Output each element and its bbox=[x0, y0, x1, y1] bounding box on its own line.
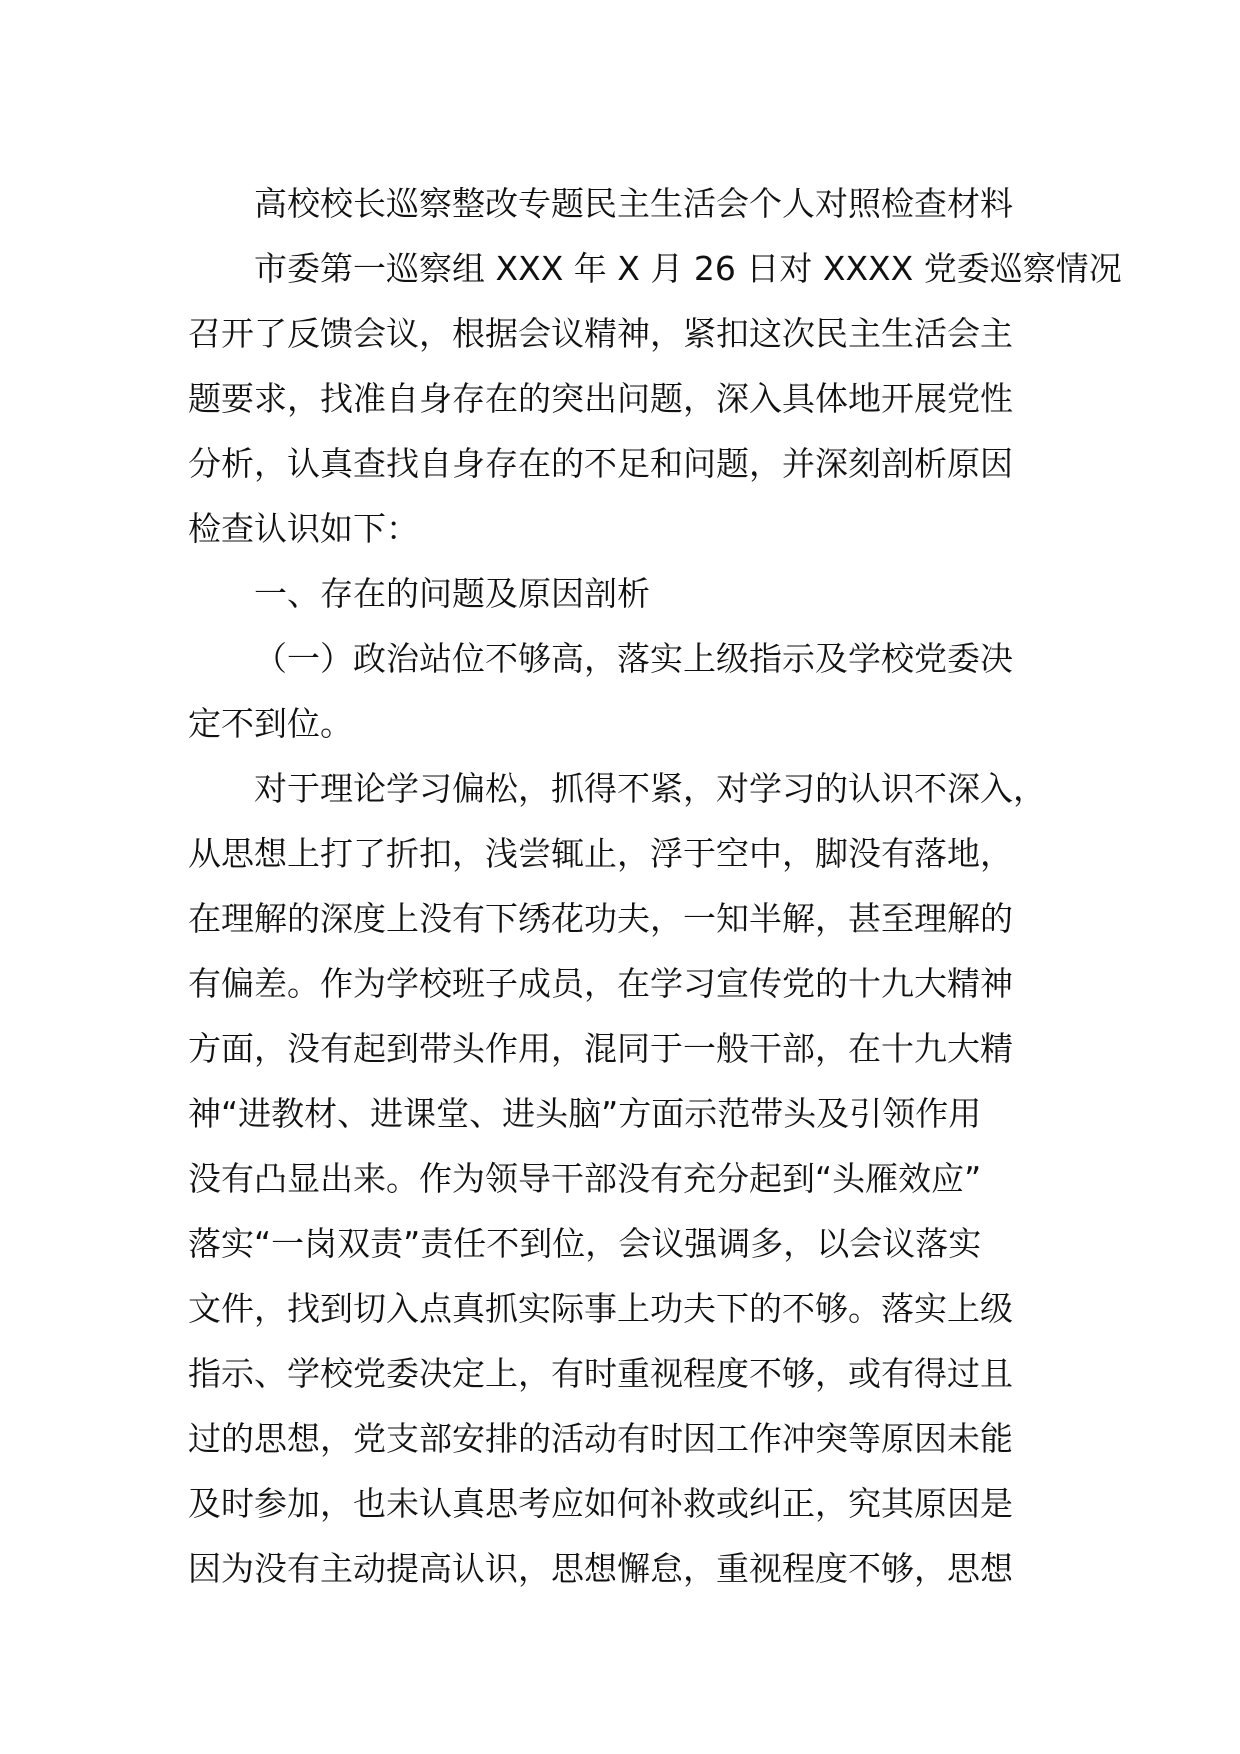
paragraph-line: 检查认识如下： bbox=[188, 509, 419, 548]
paragraph-line: 因为没有主动提高认识，思想懈怠，重视程度不够，思想 bbox=[188, 1549, 1013, 1588]
subsection-heading-continued: 定不到位。 bbox=[188, 704, 353, 743]
paragraph-line: 市委第一巡察组 XXX 年 X 月 26 日对 XXXX 党委巡察情况 bbox=[254, 249, 1122, 288]
paragraph-line: 分析，认真查找自身存在的不足和问题，并深刻剖析原因 bbox=[188, 444, 1013, 483]
paragraph-line: 落实“一岗双责”责任不到位，会议强调多，以会议落实 bbox=[188, 1224, 982, 1263]
paragraph-line: 及时参加，也未认真思考应如何补救或纠正，究其原因是 bbox=[188, 1484, 1013, 1523]
paragraph-line: 题要求，找准自身存在的突出问题，深入具体地开展党性 bbox=[188, 379, 1013, 418]
document-body bbox=[188, 171, 1122, 1601]
document-title: 高校校长巡察整改专题民主生活会个人对照检查材料 bbox=[254, 184, 1013, 223]
subsection-heading: （一）政治站位不够高，落实上级指示及学校党委决 bbox=[254, 639, 1013, 678]
paragraph-line: 从思想上打了折扣，浅尝辄止，浮于空中，脚没有落地， bbox=[188, 834, 1013, 873]
section-heading: 一、存在的问题及原因剖析 bbox=[254, 574, 650, 613]
paragraph-line: 在理解的深度上没有下绣花功夫，一知半解，甚至理解的 bbox=[188, 899, 1013, 938]
paragraph-line: 过的思想，党支部安排的活动有时因工作冲突等原因未能 bbox=[188, 1419, 1013, 1458]
paragraph-line: 神“进教材、进课堂、进头脑”方面示范带头及引领作用 bbox=[188, 1094, 982, 1133]
paragraph-line: 有偏差。作为学校班子成员，在学习宣传党的十九大精神 bbox=[188, 964, 1013, 1003]
paragraph-line: 指示、学校党委决定上，有时重视程度不够，或有得过且 bbox=[188, 1354, 1013, 1393]
paragraph-line: 对于理论学习偏松，抓得不紧，对学习的认识不深入， bbox=[254, 769, 1046, 808]
paragraph-line: 方面，没有起到带头作用，混同于一般干部，在十九大精 bbox=[188, 1029, 1013, 1068]
paragraph-line: 召开了反馈会议，根据会议精神，紧扣这次民主生活会主 bbox=[188, 314, 1013, 353]
paragraph-line: 没有凸显出来。作为领导干部没有充分起到“头雁效应” bbox=[188, 1159, 982, 1198]
paragraph-line: 文件，找到切入点真抓实际事上功夫下的不够。落实上级 bbox=[188, 1289, 1013, 1328]
